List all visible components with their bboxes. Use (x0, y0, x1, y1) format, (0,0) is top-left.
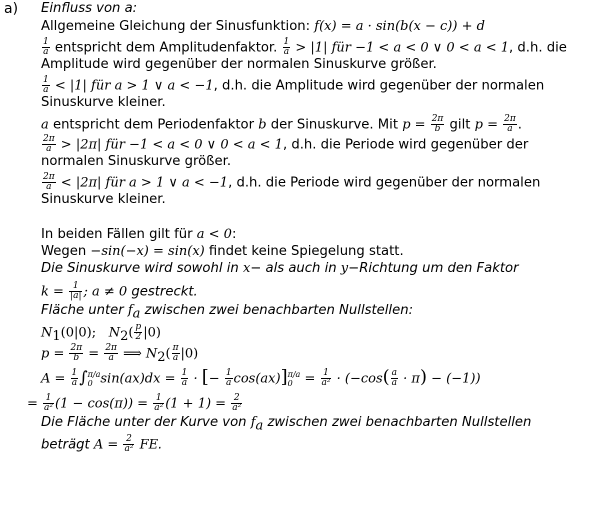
fraction-1-over-a2: $\frac{1}{\text{a²}}$ (321, 368, 331, 388)
text: entspricht dem Periodenfaktor (48, 117, 259, 133)
text: gilt (445, 117, 475, 133)
fraction-a-over-a: $\frac{a}{a}$ (391, 368, 398, 388)
implies: ⟹ N (118, 346, 158, 362)
text: Fläche unter (41, 303, 128, 318)
fraction-2-over-a2: $\frac{2}{\text{a²}}$ (232, 393, 242, 413)
fraction-2-over-a2: $\frac{2}{\text{a²}}$ (124, 434, 134, 454)
line-period-calc (41, 344, 198, 366)
line-stretch-factor (41, 282, 198, 301)
var-a: a (41, 117, 49, 133)
tail: − (−1)) (427, 371, 481, 387)
dot: · (189, 371, 202, 387)
zero-n2: N (108, 325, 121, 341)
condition: < |2π| für a > 1 ∨ a < −1 (56, 175, 229, 191)
equals: = (27, 396, 43, 412)
integrand: sin(ax)dx = (100, 371, 180, 387)
heading (41, 1, 137, 17)
var-b: b (258, 117, 267, 133)
formula: A = (93, 437, 123, 453)
punct: . (517, 117, 522, 133)
text: beträgt (41, 437, 94, 453)
fraction-2pi-over-b: $\frac{2\pi}{b}$ (431, 114, 444, 134)
subscript: 1 (52, 329, 61, 345)
fraction-pi-over-a: $\frac{\pi}{a}$ (172, 343, 179, 363)
text: zwischen zwei benachbarten Nullstellen (263, 415, 532, 430)
formula: p = (402, 117, 430, 133)
text: , d.h. die Periode wird gegenüber der (282, 137, 529, 153)
var-x: x (242, 261, 251, 276)
paren: ( (128, 325, 134, 341)
line-general-equation (41, 19, 485, 35)
equals: = (300, 371, 320, 387)
condition: > |2π| für −1 < a < 0 ∨ 0 < a < 1 (56, 137, 283, 153)
line-zeros (41, 323, 161, 345)
formula: k = (41, 284, 69, 300)
subscript: 2 (120, 329, 129, 345)
text: , d.h. die Periode wird gegenüber der normalen (228, 175, 541, 191)
text: Sinuskurve kleiner. (41, 192, 166, 207)
integral-icon: ∫ (79, 367, 88, 387)
fraction-2pi-over-a: $\frac{2\pi}{a}$ (105, 343, 117, 363)
line-amplitude-smaller (41, 95, 166, 111)
punct: : (231, 227, 237, 242)
formula: −sin(−x) = sin(x) (90, 244, 205, 259)
text: gestreckt. (127, 284, 198, 300)
formula: A = (41, 371, 70, 387)
line-area-heading (41, 303, 413, 323)
bracket: ] (280, 366, 288, 388)
formula: f(x) = a · sin(b(x − c)) + d (314, 19, 485, 34)
unit: FE (135, 437, 159, 453)
text: Die Fläche unter der Kurve von (41, 415, 251, 430)
text: findet keine Spiegelung statt. (204, 244, 404, 259)
fraction-p-over-2: $\frac{p}{2}$ (135, 322, 142, 342)
text: Allgemeine Gleichung der Sinusfunktion: (41, 19, 315, 34)
condition: ; a ≠ 0 (83, 284, 128, 300)
fraction-1-over-a2: $\frac{1}{\text{a²}}$ (44, 393, 54, 413)
line-amplitude-factor (41, 38, 567, 57)
punct: . (158, 437, 163, 453)
fraction-1-over-a: $\frac{1}{a}$ (225, 368, 232, 388)
cos-term: · (−cos (332, 371, 383, 387)
paren: |0) (180, 346, 199, 362)
fraction-1-over-a: $\frac{1}{a}$ (283, 37, 290, 57)
formula: p = (474, 117, 503, 133)
fraction-1-over-abs-a: $\frac{1}{|a|}$ (70, 281, 82, 301)
line-period-smaller (41, 192, 166, 208)
fraction-1-over-a: $\frac{1}{a}$ (43, 75, 49, 95)
bracket: [ (201, 366, 209, 388)
eval-limits: π/a 0 (287, 369, 301, 388)
line-area-conclusion (41, 415, 531, 435)
integral-limits: π/a 0 (87, 369, 101, 388)
condition: < |1| für a > 1 ∨ a < −1 (50, 78, 214, 94)
pi-term: · π (399, 371, 420, 387)
text: −Richtung um den Faktor (348, 261, 519, 276)
line-integral-result (27, 394, 243, 413)
line-period-larger (41, 154, 231, 170)
fraction-1-over-a: $\frac{1}{a}$ (71, 368, 78, 388)
text: Amplitude wird gegenüber der normalen Sinuskurve größer. (41, 57, 437, 72)
line-period-smaller-cond (41, 173, 540, 192)
fraction-2pi-over-a: $\frac{2\pi}{a}$ (43, 172, 55, 192)
fraction-1-over-a2: $\frac{1}{\text{a²}}$ (154, 393, 164, 413)
line-stretch (41, 261, 519, 277)
cos-term: cos(ax) (233, 371, 281, 387)
text: , d.h. die Amplitude wird gegenüber der normalen (213, 78, 545, 94)
coord: (0|0); (60, 325, 97, 341)
term: (1 − cos(π)) = (55, 396, 153, 412)
task-label: a) (4, 1, 19, 17)
fraction-2pi-over-b: $\frac{2\pi}{b}$ (70, 343, 83, 363)
minus: − (208, 371, 224, 387)
line-integral: A = $\frac{1}{a}$ ∫ π/a 0 sin(ax)dx = $\frac{1}{a}$ · [− $\frac{1}{a}$ cos(ax)] π/a 0 = $\frac{1}{\text{a²}}$ · (−cos( $\frac{a}{a}$ · π) − (−1)) (41, 366, 481, 388)
paren: ( (165, 346, 171, 362)
line-both-cases (41, 227, 236, 243)
text: zwischen zwei benachbarten Nullstellen: (140, 303, 414, 318)
line-no-reflection (41, 244, 404, 260)
heading-text: Einfluss von a: (41, 1, 138, 16)
fraction-1-over-a: $\frac{1}{a}$ (43, 37, 49, 57)
text: entspricht dem Amplitudenfaktor. (50, 40, 282, 56)
line-amplitude-smaller-cond (41, 76, 544, 95)
text: Wegen (41, 244, 91, 259)
line-period-factor (41, 115, 522, 134)
zero-n1: N (41, 325, 53, 341)
subscript: a (132, 306, 141, 322)
text: , d.h. die (509, 40, 567, 56)
text: Sinuskurve kleiner. (41, 95, 166, 110)
func-f: f (250, 415, 256, 430)
subscript: 2 (157, 350, 166, 366)
fraction-2pi-over-a: $\frac{2\pi}{a}$ (43, 134, 55, 154)
text: Die Sinuskurve wird sowohl in (41, 261, 243, 276)
paren: |0) (143, 325, 161, 341)
text: normalen Sinuskurve größer. (41, 154, 232, 169)
fraction-1-over-a: $\frac{1}{a}$ (181, 368, 188, 388)
equals: = (84, 346, 104, 362)
line-amplitude-larger (41, 57, 437, 73)
condition: a < 0 (196, 227, 232, 242)
line-period-larger-cond (41, 135, 528, 154)
text: − als auch in (250, 261, 341, 276)
condition: > |1| für −1 < a < 0 ∨ 0 < a < 1 (291, 40, 510, 56)
term: (1 + 1) = (165, 396, 231, 412)
func-f: f (127, 303, 133, 318)
subscript: a (255, 418, 264, 434)
formula: p = (41, 346, 69, 362)
var-y: y (340, 261, 349, 276)
text: der Sinuskurve. Mit (266, 117, 403, 133)
fraction-2pi-over-a: $\frac{2\pi}{a}$ (504, 114, 516, 134)
line-area-value (41, 435, 162, 454)
text: In beiden Fällen gilt für (41, 227, 197, 242)
